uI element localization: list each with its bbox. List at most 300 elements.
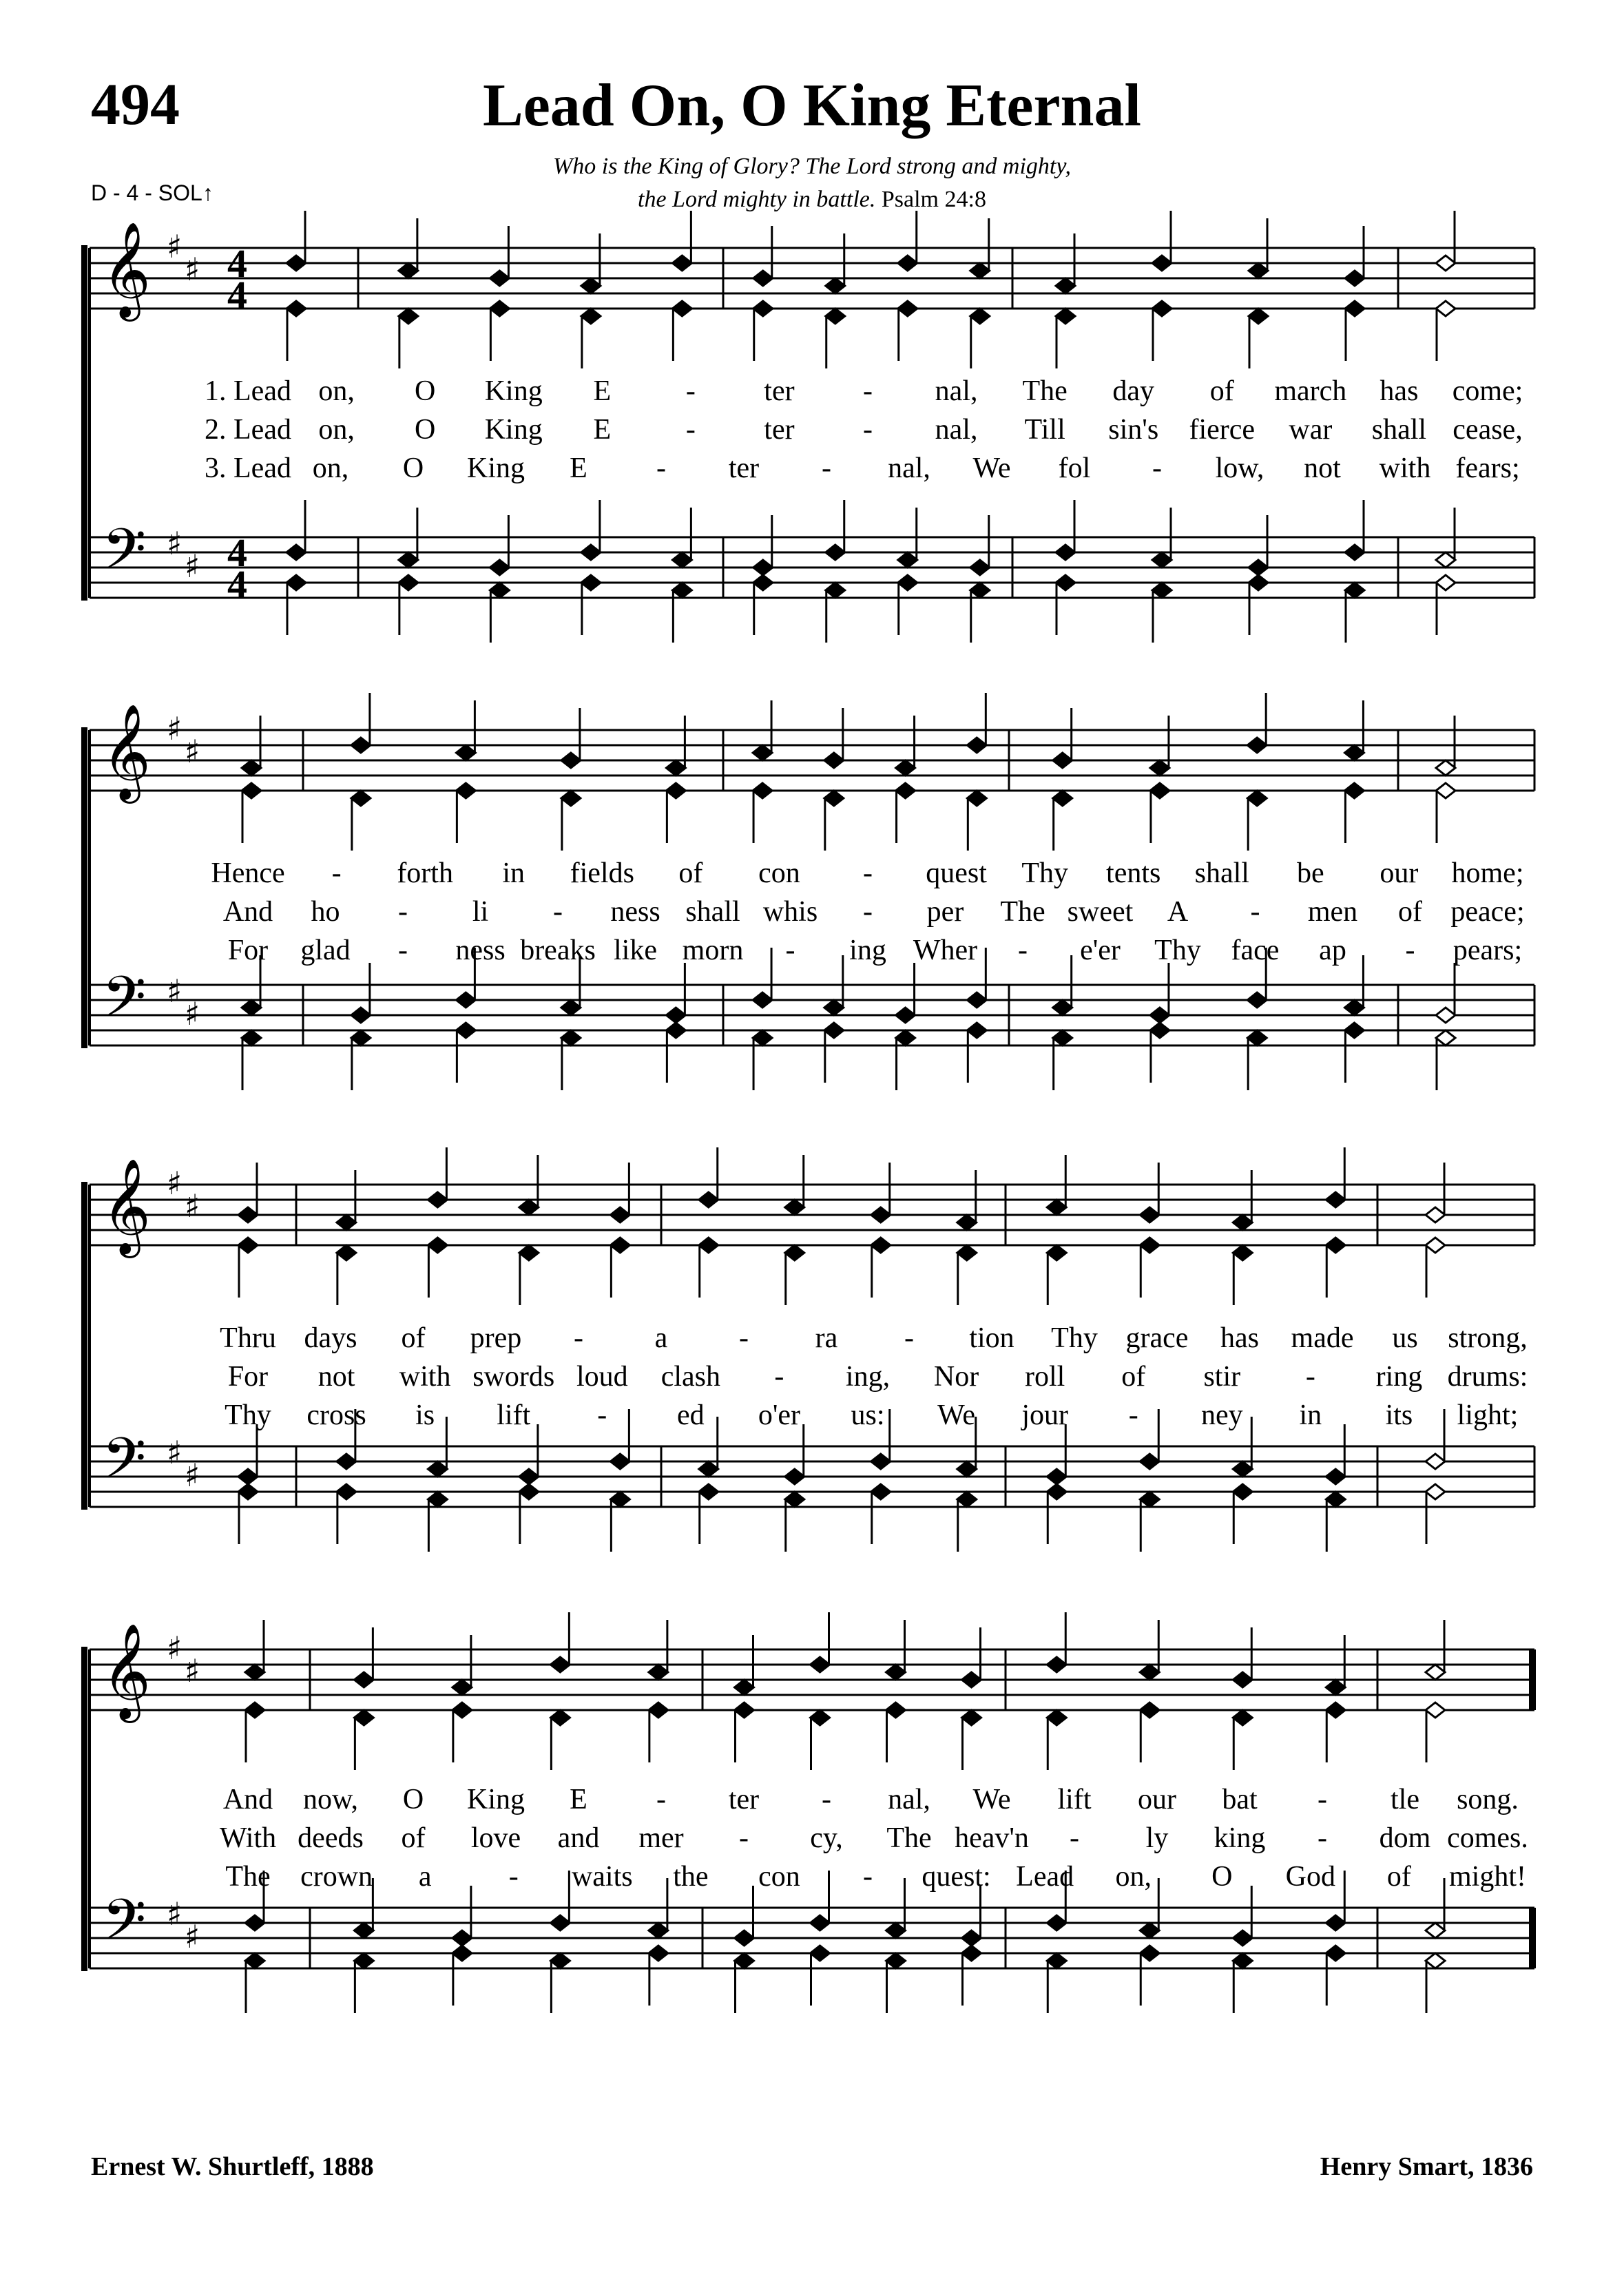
lyric-syllable: shall (685, 896, 740, 928)
sharp-icon: ♯ (167, 1165, 183, 1202)
lyric-syllable: - (331, 857, 342, 889)
bass-note (1345, 583, 1364, 643)
bass-note (896, 1030, 915, 1090)
lyric-syllable: king (1214, 1822, 1266, 1854)
lyric-syllable: in (1299, 1399, 1322, 1431)
bass-note (970, 583, 990, 643)
lyric-syllable: loud (576, 1361, 628, 1393)
alto-note (287, 301, 306, 361)
lyric-syllable: bat (1222, 1784, 1258, 1815)
lyric-syllable: not (1304, 452, 1341, 484)
lyric-syllable: like (614, 935, 657, 966)
alto-note (1426, 1703, 1445, 1762)
bass-note (785, 1492, 804, 1552)
lyric-syllable: shall (1371, 414, 1427, 446)
time-signature-top: 4 (227, 530, 247, 575)
lyric-syllable: - (1318, 1784, 1327, 1815)
lyric-line-verse-3 (0, 1396, 1624, 1435)
lyric-syllable: Thy (1021, 857, 1068, 889)
lyric-syllable: - (822, 452, 831, 484)
lyric-syllable: - (1318, 1822, 1327, 1854)
lyric-syllable: be (1297, 857, 1324, 889)
lyric-syllable: waits (571, 1861, 633, 1893)
alto-note (550, 1710, 570, 1770)
alto-note (242, 783, 261, 843)
lyric-syllable: deeds (298, 1822, 364, 1854)
alto-note (898, 301, 917, 361)
scripture-line-1: Who is the King of Glory? The Lord strong and mighty, (552, 154, 1072, 179)
lyric-syllable: lift (497, 1399, 531, 1431)
bass-note (753, 575, 773, 635)
alto-note (1140, 1238, 1159, 1298)
lyric-syllable: - (863, 1861, 873, 1893)
bass-note (1140, 1946, 1159, 2006)
bass-note (1233, 1484, 1252, 1544)
alto-note (753, 301, 773, 361)
sharp-icon: ♯ (167, 1629, 183, 1667)
lyric-syllable: - (774, 1361, 784, 1393)
bass-note (1247, 1030, 1267, 1090)
lyric-syllable: e'er (1080, 935, 1121, 966)
alto-note (785, 1245, 804, 1305)
sharp-icon: ♯ (185, 1187, 200, 1225)
tenor-note (1345, 500, 1364, 560)
alto-note (970, 309, 990, 368)
alto-note (753, 783, 772, 843)
lyric-syllable: our (1380, 857, 1419, 889)
lyric-syllable: now, (302, 1784, 359, 1815)
bass-note (1233, 1953, 1252, 2013)
lyric-syllable: cross (306, 1399, 366, 1431)
lyric-syllable: - (1018, 935, 1028, 966)
time-signature-bottom: 4 (227, 273, 247, 317)
lyric-syllable: the (673, 1861, 709, 1893)
bass-note (1436, 1030, 1455, 1090)
lyric-syllable: come; (1452, 375, 1523, 407)
tenor-note (490, 515, 509, 575)
bass-note (354, 1953, 373, 2013)
lyric-syllable: Wher (913, 935, 978, 966)
bass-note (1436, 575, 1455, 635)
lyric-syllable: cy, (810, 1822, 843, 1854)
lyric-syllable: has (1380, 375, 1419, 407)
bass-note (1047, 1484, 1066, 1544)
lyric-syllable: E (570, 452, 587, 484)
bass-note (666, 1023, 685, 1083)
scripture-quote (0, 150, 1624, 216)
soprano-note (1426, 1163, 1445, 1222)
tenor-note (1150, 963, 1169, 1023)
lyric-syllable: jour (1021, 1399, 1068, 1431)
soprano-note (871, 1163, 891, 1222)
lyric-syllable: O (1211, 1861, 1233, 1893)
alto-note (1326, 1238, 1345, 1298)
lyric-line-verse-1 (0, 1780, 1624, 1819)
lyric-syllable: fierce (1189, 414, 1256, 446)
final-barline (1529, 1649, 1536, 1710)
lyric-syllable: - (1405, 935, 1415, 966)
lyric-syllable: Nor (933, 1361, 979, 1393)
lyric-syllable: - (739, 1822, 749, 1854)
lyric-syllable: E (593, 414, 612, 446)
lyric-syllable: tle (1391, 1784, 1419, 1815)
lyric-syllable: The (1000, 896, 1045, 928)
composer-credit: Henry Smart, 1836 (1320, 2152, 1533, 2181)
lyric-line-verse-2 (0, 1819, 1624, 1857)
lyric-syllable: dom (1379, 1822, 1431, 1854)
lyric-syllable: lift (1057, 1784, 1092, 1815)
lyric-syllable: - (1152, 452, 1162, 484)
bass-note (886, 1953, 906, 2013)
lyric-syllable: light; (1457, 1399, 1519, 1431)
bass-note (1249, 575, 1268, 635)
tenor-note (970, 515, 990, 575)
alto-note (519, 1245, 539, 1305)
tenor-note (287, 500, 306, 560)
alto-note (1233, 1710, 1252, 1770)
lyric-syllable: - (508, 1861, 519, 1893)
lyric-syllable: And (222, 1784, 273, 1815)
lyric-syllable: per (926, 896, 964, 928)
soprano-note (1436, 211, 1455, 271)
bass-note (957, 1492, 977, 1552)
lyric-syllable: on, (312, 452, 349, 484)
lyric-syllable: pears; (1453, 935, 1523, 966)
lyric-syllable: - (739, 1322, 749, 1354)
alto-note (1436, 301, 1455, 361)
lyric-syllable: - (597, 1399, 607, 1431)
lyric-syllable: For (227, 935, 269, 966)
treble-clef-icon: 𝄞 (102, 222, 151, 317)
lyric-syllable: - (574, 1322, 583, 1354)
bass-note (610, 1492, 629, 1552)
sharp-icon: ♯ (185, 548, 200, 585)
lyric-syllable: us (1392, 1322, 1418, 1354)
alto-note (1140, 1703, 1159, 1762)
bass-clef-icon: 𝄢 (102, 1886, 147, 1967)
treble-staff (90, 1649, 1534, 1710)
lyric-syllable: nal, (888, 1784, 930, 1815)
alto-note (490, 301, 509, 361)
sharp-icon: ♯ (167, 972, 183, 1010)
bass-note (1326, 1492, 1345, 1552)
lyric-syllable: roll (1024, 1361, 1065, 1393)
bass-note (519, 1484, 539, 1544)
sharp-icon: ♯ (185, 995, 200, 1032)
lyric-syllable: shall (1194, 857, 1249, 889)
tenor-note (351, 963, 371, 1023)
alto-note (1150, 783, 1169, 843)
lyric-syllable: us: (851, 1399, 885, 1431)
lyric-syllable: tion (969, 1322, 1014, 1354)
lyric-syllable: Thru (220, 1322, 276, 1354)
lyric-syllable: God (1285, 1861, 1336, 1893)
lyric-syllable: glad (300, 935, 351, 966)
lyric-syllable: Lead (1016, 1861, 1074, 1893)
alto-note (1047, 1710, 1066, 1770)
lyric-syllable: has (1220, 1322, 1259, 1354)
lyric-syllable: E (570, 1784, 587, 1815)
bass-note (967, 1023, 986, 1083)
lyric-syllable: nal, (935, 414, 978, 446)
lyric-syllable: of (1386, 1861, 1411, 1893)
soprano-note (811, 1612, 830, 1672)
alto-note (1053, 791, 1072, 851)
lyric-syllable: O (414, 414, 436, 446)
soprano-note (490, 226, 509, 286)
lyric-syllable: King (467, 1784, 525, 1815)
alto-note (666, 783, 685, 843)
bass-note (1056, 575, 1075, 635)
lyric-syllable: - (553, 896, 563, 928)
lyric-syllable: - (685, 414, 696, 446)
alto-note (399, 309, 418, 368)
scripture-reference: Psalm 24:8 (881, 187, 986, 212)
lyric-syllable: ter (728, 1784, 760, 1815)
alto-note (967, 791, 986, 851)
lyric-line-verse-2 (0, 410, 1624, 449)
treble-clef-icon: 𝄞 (102, 704, 151, 800)
lyric-syllable: And (222, 896, 273, 928)
soprano-note (1140, 1163, 1159, 1222)
lyric-syllable: fol (1058, 452, 1091, 484)
lyric-syllable: For (227, 1361, 269, 1393)
bass-note (871, 1484, 891, 1544)
bass-note (242, 1030, 261, 1090)
lyric-syllable: quest: (922, 1861, 991, 1893)
sharp-icon: ♯ (185, 1457, 200, 1494)
tenor-note (1436, 963, 1455, 1023)
lyric-syllable: prep (470, 1322, 522, 1354)
lyric-syllable: home; (1451, 857, 1524, 889)
bass-note (561, 1030, 581, 1090)
bass-note (452, 1946, 472, 2006)
sharp-icon: ♯ (167, 1434, 183, 1471)
alto-note (1426, 1238, 1445, 1298)
treble-clef-icon: 𝄞 (102, 1623, 151, 1719)
soprano-note (1233, 1627, 1252, 1687)
alto-note (1233, 1245, 1252, 1305)
lyric-syllable: ter (764, 375, 795, 407)
bass-note (649, 1946, 668, 2006)
lyric-syllable: con (758, 1861, 800, 1893)
bass-note (753, 1030, 772, 1090)
lyric-syllable: - (863, 896, 873, 928)
lyric-line-verse-3 (0, 931, 1624, 970)
lyric-syllable: ter (728, 452, 760, 484)
lyric-syllable: - (863, 375, 873, 407)
bass-note (1426, 1953, 1445, 2013)
bass-note (1326, 1946, 1345, 2006)
lyric-syllable: with (1379, 452, 1431, 484)
lyric-syllable: in (502, 857, 525, 889)
bass-note (699, 1484, 718, 1544)
bass-note (826, 583, 845, 643)
alto-note (1436, 783, 1455, 843)
bass-clef-icon: 𝄢 (102, 964, 147, 1044)
lyric-syllable: our (1138, 1784, 1176, 1815)
lyric-syllable: ring (1375, 1361, 1423, 1393)
lyric-syllable: a (654, 1322, 668, 1354)
bass-note (824, 1023, 844, 1083)
soprano-note (287, 211, 306, 271)
alto-note (1152, 301, 1172, 361)
lyric-syllable: its (1385, 1399, 1413, 1431)
lyric-syllable: breaks (520, 935, 596, 966)
lyric-line-verse-2 (0, 893, 1624, 931)
soprano-note (699, 1147, 718, 1207)
alto-note (826, 309, 845, 368)
lyric-syllable: days (304, 1322, 357, 1354)
lyric-syllable: of (1398, 896, 1422, 928)
lyric-syllable: Thy (1051, 1322, 1098, 1354)
lyric-syllable: song. (1457, 1784, 1519, 1815)
lyric-syllable: fears; (1455, 452, 1520, 484)
alto-note (1249, 309, 1268, 368)
bass-note (962, 1946, 981, 2006)
alto-note (581, 309, 601, 368)
tenor-note (826, 500, 845, 560)
lyric-syllable: mer (638, 1822, 684, 1854)
soprano-note (672, 211, 691, 271)
lyric-syllable: Thy (1154, 935, 1201, 966)
bass-note (351, 1030, 371, 1090)
bass-staff (90, 985, 1534, 1045)
bass-note (490, 583, 509, 643)
lyric-syllable: The (1022, 375, 1068, 407)
lyric-syllable: with (399, 1361, 451, 1393)
bass-note (1140, 1492, 1159, 1552)
lyric-syllable: - (398, 896, 408, 928)
bass-note (245, 1953, 264, 2013)
lyric-syllable: men (1307, 896, 1358, 928)
lyric-syllable: ap (1319, 935, 1346, 966)
lyric-syllable: - (398, 935, 408, 966)
lyric-syllable: The (225, 1861, 271, 1893)
author-credit: Ernest W. Shurtleff, 1888 (91, 2152, 374, 2181)
lyric-syllable: heav'n (955, 1822, 1029, 1854)
lyric-syllable: ing, (845, 1361, 891, 1393)
lyric-syllable: nal, (935, 375, 978, 407)
lyric-line-verse-1 (0, 854, 1624, 893)
lyric-syllable: ney (1200, 1399, 1243, 1431)
sharp-icon: ♯ (167, 710, 183, 747)
lyric-syllable: drums: (1447, 1361, 1528, 1393)
lyric-syllable: ing (849, 935, 886, 966)
bass-note (898, 575, 917, 635)
alto-note (1344, 783, 1364, 843)
treble-staff (90, 1185, 1534, 1245)
bass-note (1053, 1030, 1072, 1090)
lyric-syllable: of (1121, 1361, 1146, 1393)
lyric-syllable: Thy (225, 1399, 271, 1431)
lyric-syllable: sin's (1108, 414, 1159, 446)
alto-note (811, 1710, 830, 1770)
lyric-syllable: ed (677, 1399, 705, 1431)
lyric-syllable: swords (472, 1361, 555, 1393)
alto-note (456, 783, 475, 843)
tenor-note (896, 963, 915, 1023)
lyric-syllable: of (1209, 375, 1234, 407)
soprano-note (824, 708, 844, 768)
soprano-note (351, 693, 371, 753)
soprano-note (1247, 693, 1267, 753)
lyric-syllable: Hence (211, 857, 285, 889)
alto-note (561, 791, 581, 851)
soprano-note (1345, 226, 1364, 286)
lyric-syllable: ra (815, 1322, 838, 1354)
lyric-line-verse-3 (0, 1857, 1624, 1896)
soprano-note (967, 693, 986, 753)
bass-note (1150, 1023, 1169, 1083)
lyric-syllable: We (937, 1399, 976, 1431)
lyric-syllable: nal, (888, 452, 930, 484)
lyric-syllable: ness (455, 935, 506, 966)
sharp-icon: ♯ (167, 228, 183, 265)
bass-note (238, 1484, 258, 1544)
treble-staff (90, 248, 1534, 309)
lyric-syllable: 2. Lead (205, 414, 291, 446)
lyric-syllable: of (401, 1322, 426, 1354)
sharp-icon: ♯ (185, 1652, 200, 1689)
lyric-syllable: King (467, 452, 525, 484)
alto-note (735, 1703, 754, 1762)
lyric-line-verse-3 (0, 449, 1624, 488)
lyric-syllable: - (656, 452, 666, 484)
lyric-syllable: grace (1125, 1322, 1189, 1354)
soprano-note (1152, 211, 1172, 271)
lyric-syllable: on, (1115, 1861, 1152, 1893)
bass-note (399, 575, 418, 635)
alto-note (337, 1245, 356, 1305)
alto-note (1345, 301, 1364, 361)
soprano-note (898, 211, 917, 271)
bass-staff (90, 537, 1534, 598)
bass-note (337, 1484, 356, 1544)
lyric-syllable: a (418, 1861, 432, 1893)
lyric-syllable: not (317, 1361, 355, 1393)
lyric-syllable: strong, (1448, 1322, 1528, 1354)
soprano-note (550, 1612, 570, 1672)
alto-note (452, 1703, 472, 1762)
alto-note (1326, 1703, 1345, 1762)
lyric-syllable: A (1167, 896, 1189, 928)
alto-note (871, 1238, 891, 1298)
lyric-syllable: O (402, 1784, 424, 1815)
bass-note (672, 583, 691, 643)
time-signature-top: 4 (227, 241, 247, 286)
lyric-syllable: tents (1106, 857, 1161, 889)
alto-note (245, 1703, 264, 1762)
alto-note (649, 1703, 668, 1762)
alto-note (351, 791, 371, 851)
tenor-note (1056, 500, 1075, 560)
soprano-note (1326, 1147, 1345, 1207)
bass-note (428, 1492, 447, 1552)
lyric-syllable: The (886, 1822, 932, 1854)
lyric-syllable: - (685, 375, 696, 407)
lyric-syllable: With (219, 1822, 277, 1854)
sharp-icon: ♯ (185, 733, 200, 770)
lyric-syllable: made (1291, 1322, 1354, 1354)
lyric-syllable: - (1250, 896, 1260, 928)
alto-note (824, 791, 844, 851)
soprano-note (1047, 1612, 1066, 1672)
bass-note (1426, 1484, 1445, 1544)
bass-note (735, 1953, 754, 2013)
lyric-syllable: of (401, 1822, 426, 1854)
scripture-line-2: the Lord mighty in battle. (638, 187, 876, 212)
